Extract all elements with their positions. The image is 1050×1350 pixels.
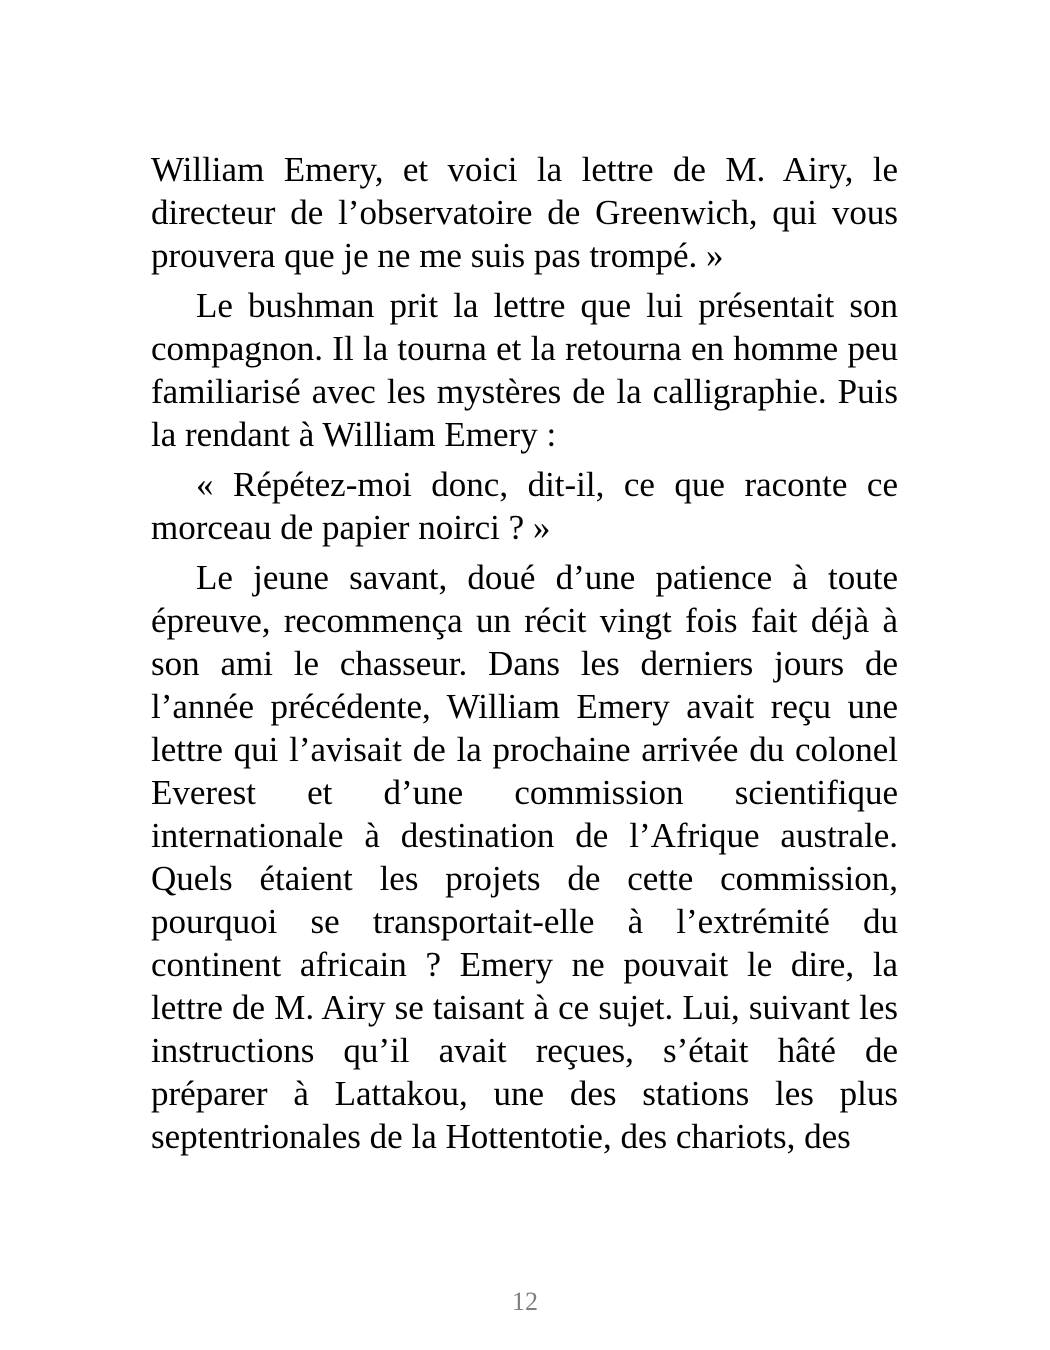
- paragraph-recit: Le jeune savant, doué d’une patience à toute épreuve, recommença un récit vingt fois fait déjà à son ami le chasseur. Dans les derniers jours de l’année précédente, William Emery avait reçu une lettre qui l’avisait de la prochaine arrivée du colonel Everest et d’une commission scientifique internationale à destination de l’Afrique australe. Quels étaient les projets de cette commission, pourquoi se transportait-elle à l’extrémité du continent africain ? Emery ne pouvait le dire, la lettre de M. Airy se taisant à ce sujet. Lui, suivant les instructions qu’il avait reçues, s’était hâté de préparer à Lattakou, une des stations les plus septentrionales de la Hottentotie, des chariots, des: [151, 558, 898, 1156]
- page-number: 12: [512, 1287, 538, 1316]
- paragraph-continuation: William Emery, et voici la lettre de M. Airy, le directeur de l’observatoire de Greenwich, qui vous prouvera que je ne me suis pas trompé. »: [151, 150, 898, 275]
- paragraph-bushman: Le bushman prit la lettre que lui présentait son compagnon. Il la tourna et la retourna en homme peu familiarisé avec les mystères de la calligraphie. Puis la rendant à William Emery :: [151, 286, 898, 454]
- paragraph-dialogue: « Répétez-moi donc, dit-il, ce que raconte ce morceau de papier noirci ? »: [151, 465, 898, 547]
- page-body: [151, 148, 898, 1165]
